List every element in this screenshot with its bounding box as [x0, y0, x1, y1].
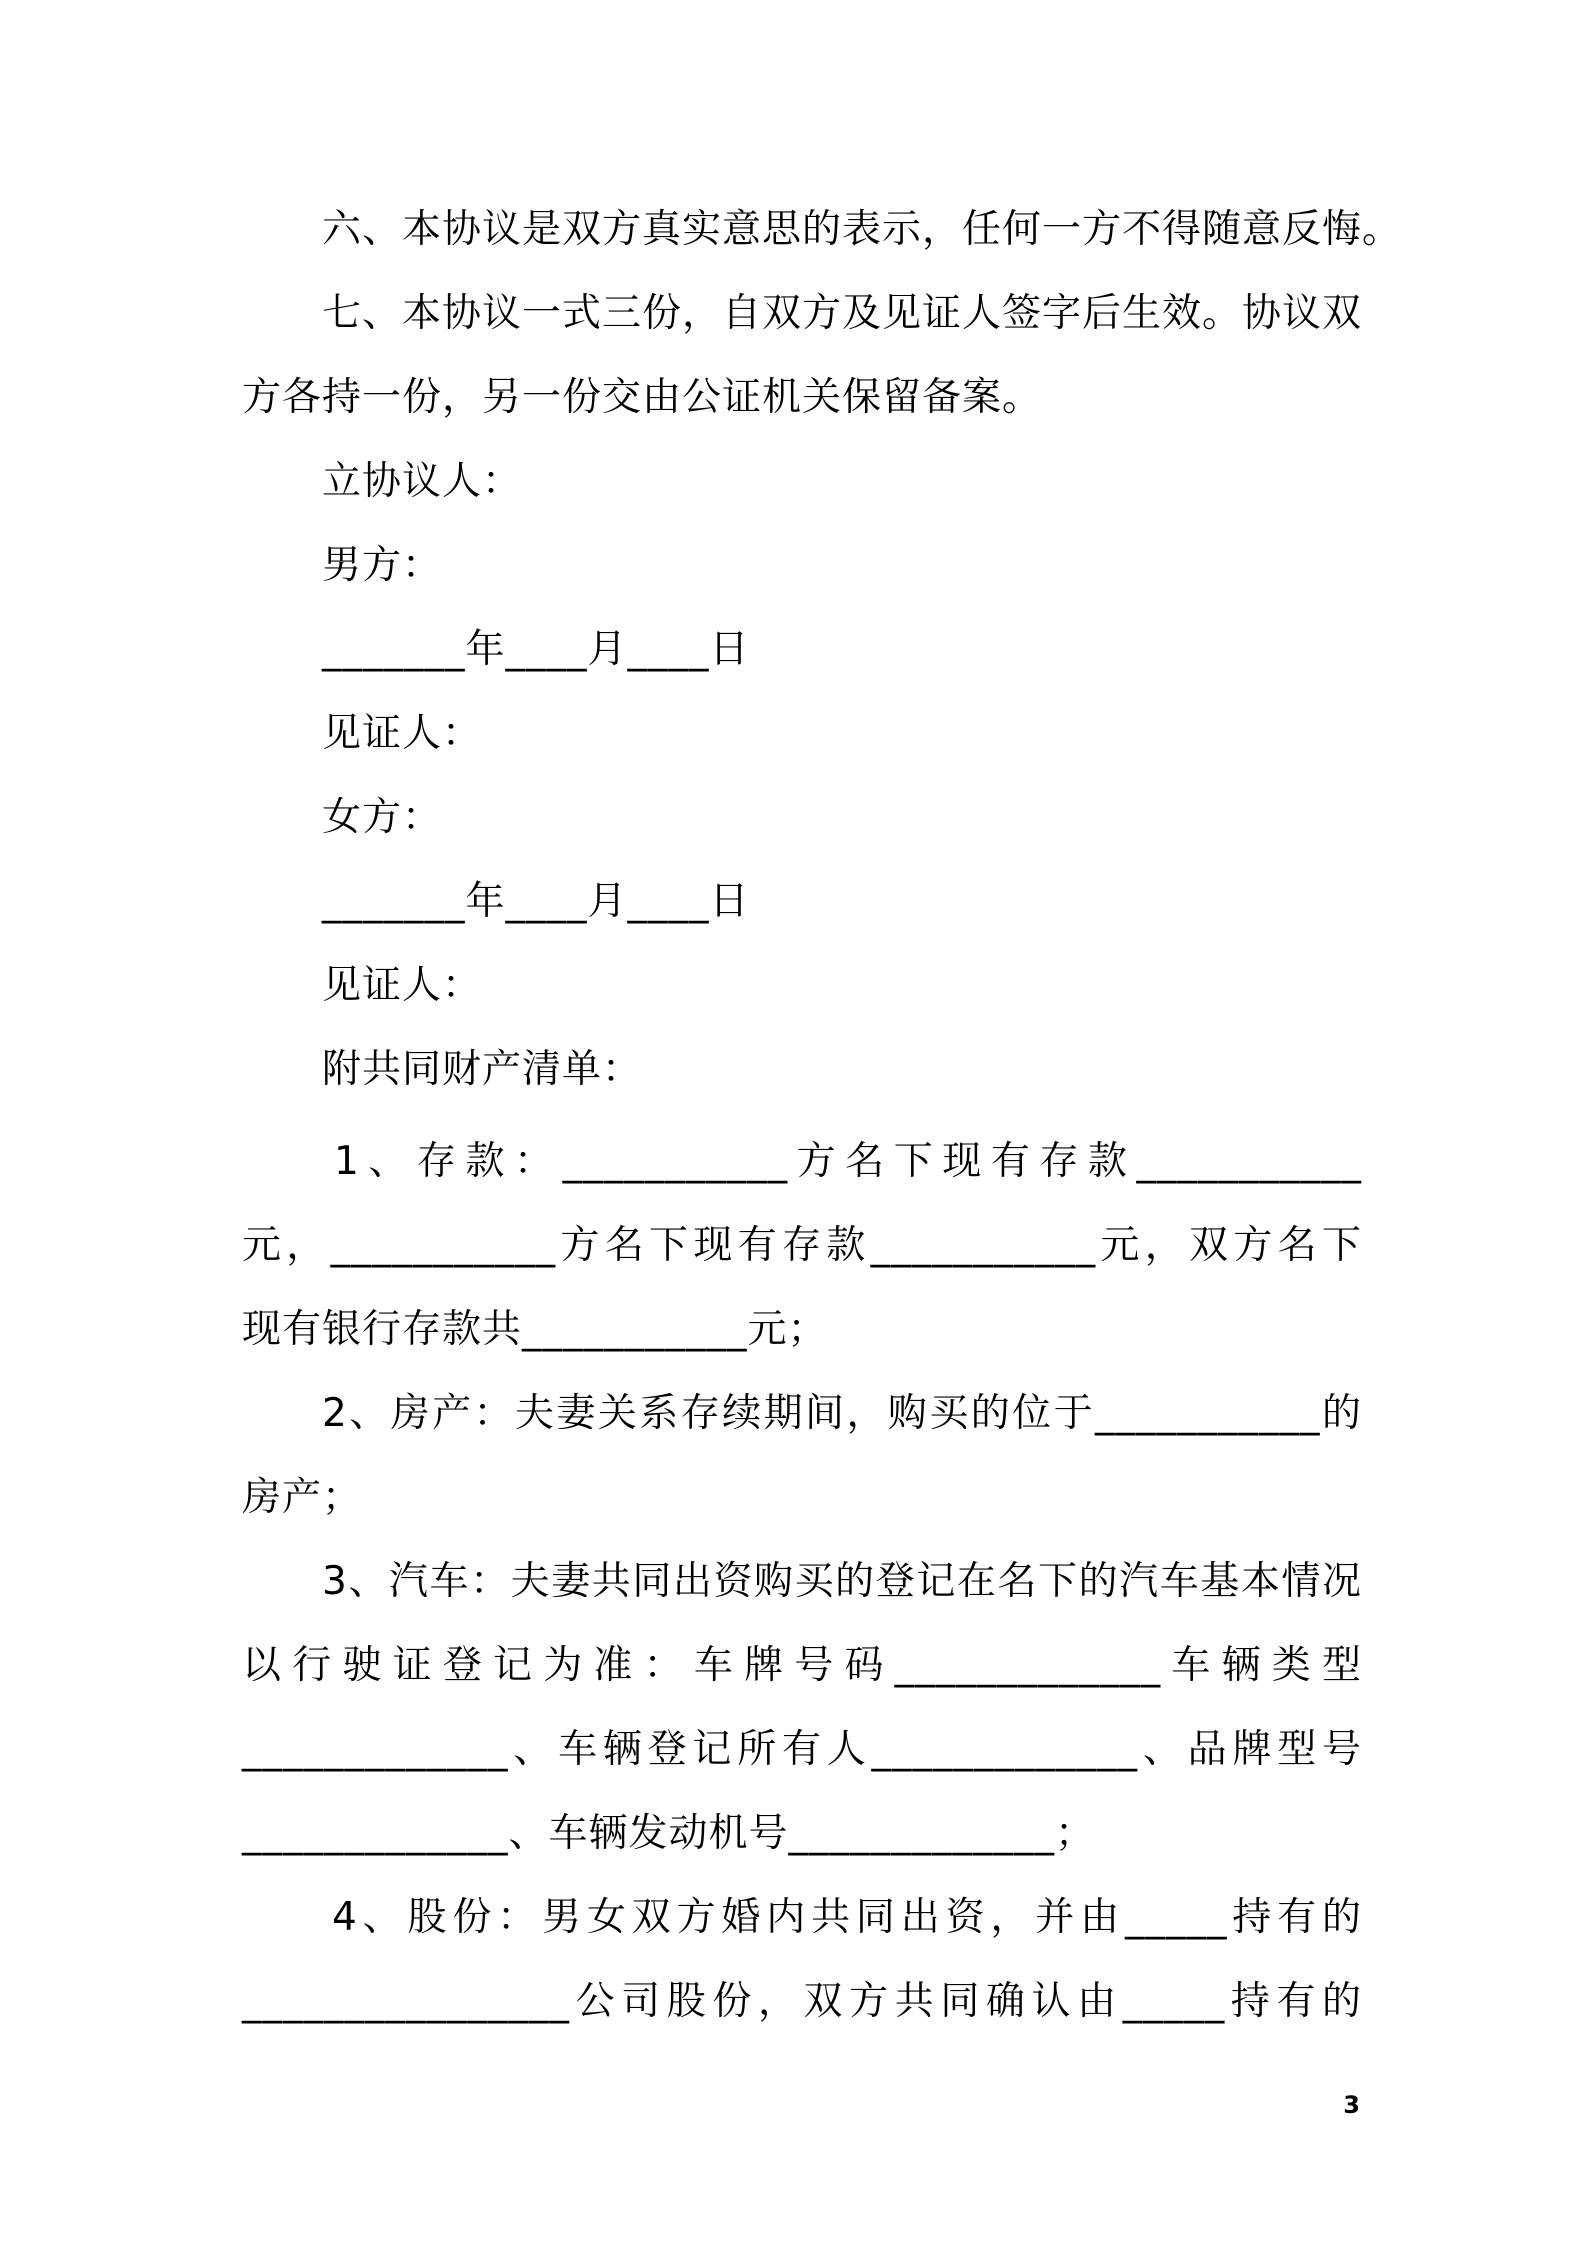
page-number: 3 — [1343, 2091, 1360, 2119]
deposit-line-3: 现有银行存款共___________元； — [242, 1307, 828, 1352]
car-line-3: _____________、车辆登记所有人_____________、品牌型号 — [242, 1727, 1362, 1772]
shares-line-2: ________________公司股份，双方共同确认由_____持有的 — [242, 1979, 1362, 2024]
property-list-heading: 附共同财产清单： — [322, 1047, 643, 1092]
deposit-line-1: 1、存款：___________方名下现有存款___________ — [334, 1139, 1362, 1184]
house-line-1: 2、房产：夫妻关系存续期间，购买的位于___________的 — [322, 1391, 1362, 1436]
witness-label-2: 见证人： — [322, 963, 483, 1008]
male-date-line: _______年____月____日 — [322, 627, 750, 672]
car-line-2: 以行驶证登记为准：车牌号码_____________车辆类型 — [242, 1643, 1362, 1688]
clause-7-line-1: 七、本协议一式三份，自双方及见证人签字后生效。协议双 — [322, 291, 1363, 336]
car-line-1: 3、汽车：夫妻共同出资购买的登记在名下的汽车基本情况 — [322, 1559, 1362, 1604]
clause-7-line-2: 方各持一份，另一份交由公证机关保留备案。 — [242, 375, 1043, 420]
car-line-4: _____________、车辆发动机号_____________； — [242, 1811, 1096, 1856]
shares-line-1: 4、股份：男女双方婚内共同出资，并由_____持有的 — [332, 1895, 1362, 1940]
deposit-line-2: 元，___________方名下现有存款___________元，双方名下 — [242, 1223, 1362, 1268]
female-party-label: 女方： — [322, 795, 443, 840]
female-date-line: _______年____月____日 — [322, 879, 750, 924]
witness-label-1: 见证人： — [322, 711, 483, 756]
clause-6: 六、本协议是双方真实意思的表示，任何一方不得随意反悔。 — [322, 207, 1403, 252]
house-line-2: 房产； — [242, 1475, 363, 1520]
male-party-label: 男方： — [322, 543, 443, 588]
signatory-heading: 立协议人： — [322, 459, 523, 504]
